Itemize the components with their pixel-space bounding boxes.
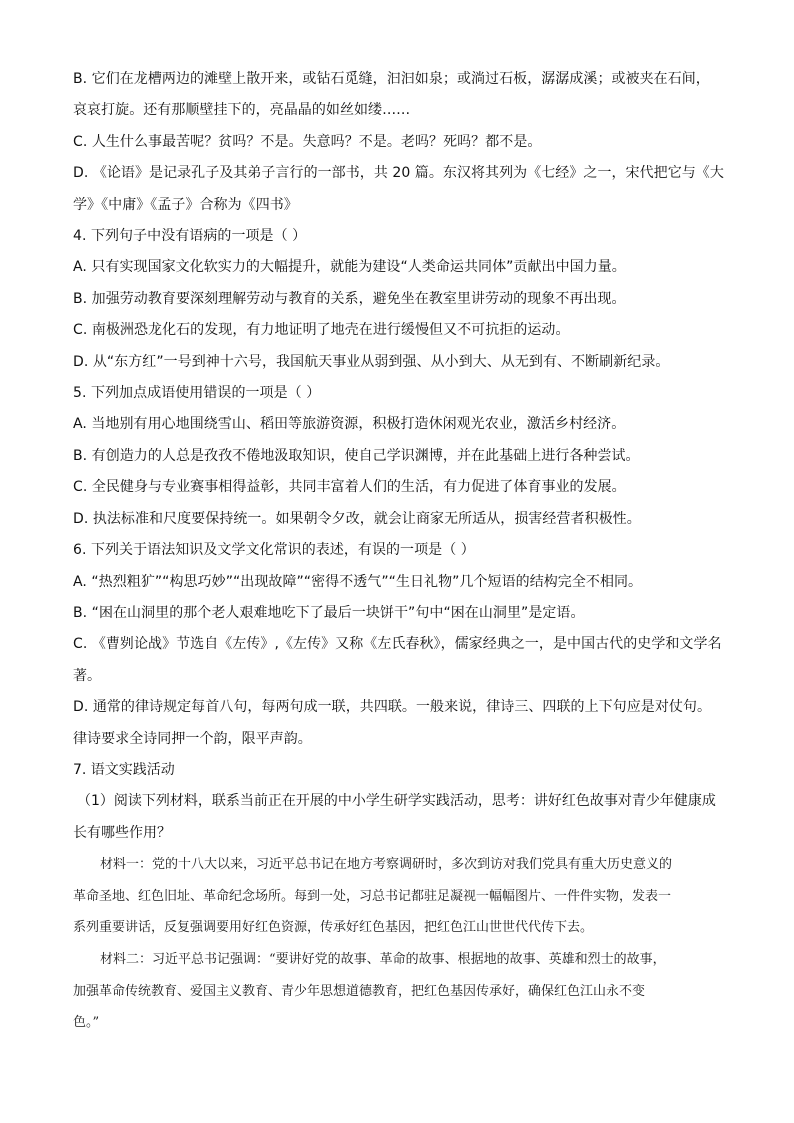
option-d-q3-line2: 学》《中庸》《孟子》合称为《四书》: [73, 196, 298, 213]
option-c-q6-line1: C. 《曹刿论战》节选自《左传》,《左传》又称《左氏春秋》，儒家经典之一，是中国古代的史学和文学名: [73, 636, 722, 653]
option-c-q3: C. 人生什么事最苦呢？贫吗？不是。失意吗？不是。老吗？死吗？都不是。: [73, 133, 542, 150]
option-b-q3-line2: 哀哀打旋。还有那顺壁挂下的，亮晶晶的如丝如缕……: [73, 102, 411, 119]
option-b-q4: B. 加强劳动教育要深刻理解劳动与教育的关系，避免坐在教室里讲劳动的现象不再出现。: [73, 290, 626, 307]
option-d-q3-line1: D. 《论语》是记录孔子及其弟子言行的一部书，共 20 篇。东汉将其列为《七经》之一，宋代把它与《大: [73, 165, 724, 182]
question-5: 5. 下列加点成语使用错误的一项是（ ）: [73, 385, 321, 402]
option-b-q3-line1: B. 它们在龙槽两边的滩壁上散开来，或钻石觅缝，汩汩如泉；或淌过石板，潺潺成溪；或被夹在石间，: [73, 71, 710, 87]
option-a-q5: A. 当地别有用心地围绕雪山、稻田等旅游资源，积极打造休闲观光农业，激活乡村经济。: [73, 416, 626, 433]
material-1-line1: 材料一：党的十八大以来，习近平总书记在地方考察调研时，多次到访对我们党具有重大历史意义的: [100, 857, 673, 873]
document-page: [73, 64, 723, 1039]
question-7-title: 7. 语文实践活动: [73, 761, 175, 778]
option-d-q6-line2: 律诗要求全诗同押一个韵，限平声韵。: [73, 730, 312, 747]
material-2-line2: 加强革命传统教育、爱国主义教育、青少年思想道德教育，把红色基因传承好，确保红色江山永不变: [73, 983, 646, 999]
option-c-q6-line2: 著。: [73, 667, 102, 684]
material-2-line3: 色。”: [73, 1015, 100, 1031]
option-c-q4: C. 南极洲恐龙化石的发现，有力地证明了地壳在进行缓慢但又不可抗拒的运动。: [73, 322, 570, 339]
option-b-q6: B. “困在山洞里的那个老人艰难地吃下了最后一块饼干”句中“困在山洞里”是定语。: [73, 604, 585, 621]
option-d-q4: D. 从“东方红”一号到神十六号，我国航天事业从弱到强、从小到大、从无到有、不断刷新纪录。: [73, 353, 670, 370]
option-a-q4: A. 只有实现国家文化软实力的大幅提升，就能为建设“人类命运共同体”贡献出中国力量。: [73, 259, 626, 276]
material-1-line2: 革命圣地、红色旧址、革命纪念场所。每到一处，习总书记都驻足凝视一幅幅图片、一件件实物，发表一: [73, 888, 672, 904]
question-4: 4. 下列句子中没有语病的一项是（ ）: [73, 228, 307, 245]
option-b-q5: B. 有创造力的人总是孜孜不倦地汲取知识，使自己学识渊博，并在此基础上进行各种尝试。: [73, 447, 640, 464]
option-a-q6: A. “热烈粗犷”“构思巧妙”“出现故障”“密得不透气”“生日礼物”几个短语的结构完全不相同。: [73, 573, 643, 590]
question-6: 6. 下列关于语法知识及文学文化常识的表述，有误的一项是（ ）: [73, 542, 475, 559]
option-d-q5: D. 执法标准和尺度要保持统一。如果朝令夕改，就会让商家无所适从，损害经营者积极性。: [73, 510, 641, 527]
material-1-line3: 系列重要讲话，反复强调要用好红色资源，传承好红色基因，把红色江山世世代代传下去。: [73, 920, 594, 936]
option-c-q5: C. 全民健身与专业赛事相得益彰，共同丰富着人们的生活，有力促进了体育事业的发展。: [73, 479, 626, 496]
question-7-1-line2: 长有哪些作用？: [73, 824, 171, 841]
material-2-line1: 材料二：习近平总书记强调：“要讲好党的故事、革命的故事、根据地的故事、英雄和烈士的故事，: [100, 951, 666, 967]
question-7-1-line1: （1）阅读下列材料，联系当前正在开展的中小学生研学实践活动，思考：讲好红色故事对青少年健康成: [77, 793, 716, 810]
option-d-q6-line1: D. 通常的律诗规定每首八句，每两句成一联，共四联。一般来说，律诗三、四联的上下句应是对仗句。: [73, 699, 712, 716]
